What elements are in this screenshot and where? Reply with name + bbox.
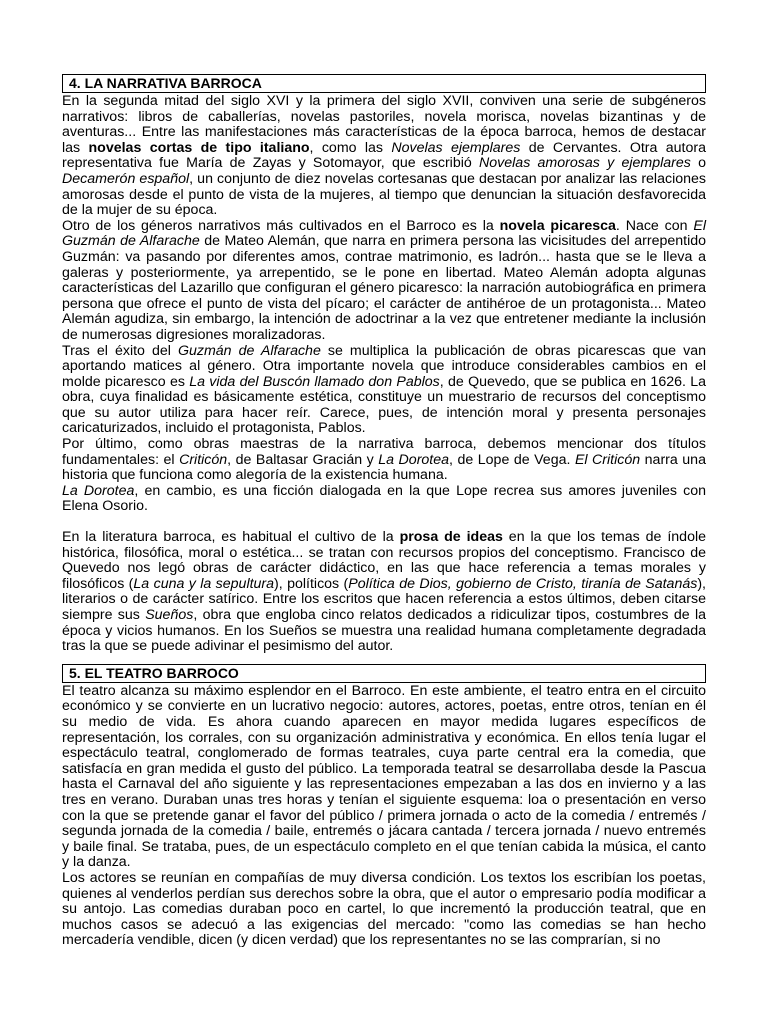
italic-title: La cuna y la sepultura: [133, 575, 275, 592]
text-run: El teatro alcanza su máximo esplendor en el Barroco. En este ambiente, el teatro entra en el circuito económico y se convierte en un lucrativo negocio: autores, actores, poetas, entre otros, tenían en él su medio de vida. Es ahora cuando aparecen en mayor medida lugares específicos de representación, los corrales, con su organización administrativa y económica. En ellos tenía lugar el espectáculo teatral, conglomerado de formas teatrales, cuya parte central era la comedia, que satisfacía en gran medida el gusto del público. La temporada teatral se desarrollaba desde la Pascua hasta el Carnaval del año siguiente y las representaciones empezaban a las dos en invierno y a las tres en verano. Duraban unas tres horas y tenían el siguiente esquema: loa o presentación en verso con la que se pretende ganar el favor del público / primera jornada o acto de la comedia / entremés / segunda jornada de la comedia / baile, entremés o jácara cantada / tercera jornada / nuevo entremés y baile final. Se trataba, pues, de un espectáculo completo en el que tenían cabida la música, el canto y la danza.: [62, 682, 706, 871]
text-run: Por último, como obras maestras de la narrativa barroca, debemos mencionar dos títulos fundamentales: el: [62, 436, 706, 468]
italic-title: Decamerón español: [62, 170, 190, 187]
italic-title: Sueños: [145, 607, 194, 623]
bold-text: novela picaresca: [499, 217, 616, 234]
italic-title: Novelas amorosas y ejemplares: [479, 155, 691, 172]
text-run: En la segunda mitad del siglo XVI y la primera del siglo XVII, conviven una serie de subgéneros narrativos: libros de caballerías, novelas pastoriles, novela morisca, novelas bizantinas y de aventuras... Entre las manifestaciones más características de la época barroca, hemos de destacar las: [62, 93, 706, 156]
section-body-teatro: [62, 684, 706, 949]
document-page: [62, 74, 706, 949]
paragraph: [62, 684, 706, 871]
italic-title: Novelas ejemplares: [391, 139, 521, 156]
text-run: se multiplica la publicación de obras picarescas que van aportando matices al género. Otra importante novela que introduce considerables cambios en el molde picaresco es: [62, 342, 706, 390]
text-run: En la literatura barroca, es habitual el cultivo de la: [62, 529, 400, 546]
text-run: , en cambio, es una ficción dialogada en la que Lope recrea sus amores juveniles con Elena Osorio.: [62, 482, 707, 515]
section-heading-teatro: 5. EL TEATRO BARROCO: [62, 664, 706, 683]
paragraph: [62, 219, 706, 344]
text-run: ), literarios o de carácter satírico. Entre los escritos que hacen referencia a estos últimos, deben citarse siempre sus: [62, 575, 706, 623]
italic-title: Política de Dios, gobierno de Cristo, tiranía de Satanás: [348, 575, 698, 592]
italic-title: Criticón: [179, 451, 228, 468]
text-run: Otro de los géneros narrativos más cultivados en el Barroco es la: [62, 217, 500, 234]
text-run: narra una historia que funciona como alegoría de la existencia humana.: [62, 451, 706, 484]
text-run: ), políticos (: [274, 575, 349, 592]
text-run: o: [690, 155, 706, 172]
italic-title: La vida del Buscón llamado don Pablos: [189, 373, 440, 390]
text-run: , de Lope de Vega.: [449, 451, 575, 468]
section-body-narrativa: [62, 94, 706, 655]
text-run: de Mateo Alemán, que narra en primera persona las vicisitudes del arrepentido Guzmán: va pasando por diferentes amos, contrae matrimonio, es ladrón... hasta que se le lleva a galeras y posteriormente, ya arrepentido, se le pone en libertad. Mateo Alemán adopta algunas características del Lazarillo que configuran el género picaresco: la narración autobiográfica en primera persona que ofrece el punto de vista del pícaro; el carácter de antihéroe de un protagonista... Mateo Alemán agudiza, sin embargo, la intención de adoctrinar a la vez que entretener mediante la inclusión de numerosas digresiones moralizadoras.: [62, 233, 707, 343]
text-run: , obra que engloba cinco relatos dedicados a ridiculizar tipos, costumbres de la época y vicios humanos. En los Sueños se muestra una realidad humana completamente degradada tras la que se puede adivinar el pesimismo del autor.: [62, 607, 707, 655]
text-run: Tras el éxito del: [62, 342, 178, 359]
italic-title: La Dorotea: [378, 451, 450, 468]
italic-title: Guzmán de Alfarache: [177, 342, 321, 359]
paragraph: [62, 344, 706, 438]
italic-title: El Criticón: [574, 451, 641, 468]
paragraph: [62, 484, 706, 515]
text-run: Los actores se reunían en compañías de muy diversa condición. Los textos los escribían los poetas, quienes al venderlos perdían sus derechos sobre la obra, que el autor o empresario podía modificar a su antojo. Las comedias duraban poco en cartel, lo que incrementó la producción teatral, que en muchos casos se adecuó a las exigencias del mercado: "como las comedias se han hecho mercadería vendible, dicen (y dicen verdad) que los representantes no se las comprarían, si no: [62, 869, 706, 949]
italic-title: La Dorotea: [62, 482, 135, 499]
italic-title: El Guzmán de Alfarache: [62, 217, 707, 250]
text-run: , un conjunto de diez novelas cortesanas que destacan por analizar las relaciones amorosas desde el punto de vista de la mujeres, al tiempo que denuncian la situación desfavorecida de la mujer de su época.: [62, 170, 706, 219]
bold-text: novelas cortas de tipo italiano: [88, 139, 310, 156]
paragraph: [62, 530, 706, 655]
paragraph: [62, 94, 706, 219]
text-run: , como las: [309, 139, 392, 156]
text-run: , de Baltasar Gracián y: [227, 451, 379, 468]
text-run: . Nace con: [615, 217, 694, 234]
paragraph: [62, 871, 706, 949]
text-run: de Cervantes. Otra autora representativa fue María de Zayas y Sotomayor, que escribió: [62, 139, 707, 172]
paragraph: [62, 437, 706, 484]
bold-text: prosa de ideas: [399, 529, 503, 546]
section-heading-narrativa: 4. LA NARRATIVA BARROCA: [62, 74, 706, 93]
text-run: en la que los temas de índole histórica, filosófica, moral o estética... se tratan con recursos propios del conceptismo. Francisco de Quevedo nos legó obras de carácter didáctico, en las que hace referencia a temas morales y filosóficos (: [62, 529, 707, 592]
text-run: , de Quevedo, que se publica en 1626. La obra, cuya finalidad es básicamente estética, constituye un muestrario de recursos del conceptismo que su autor utiliza para hacer reír. Carece, pues, de intención moral y presenta personajes caricaturizados, incluido el protagonista, Pablos.: [62, 373, 707, 437]
